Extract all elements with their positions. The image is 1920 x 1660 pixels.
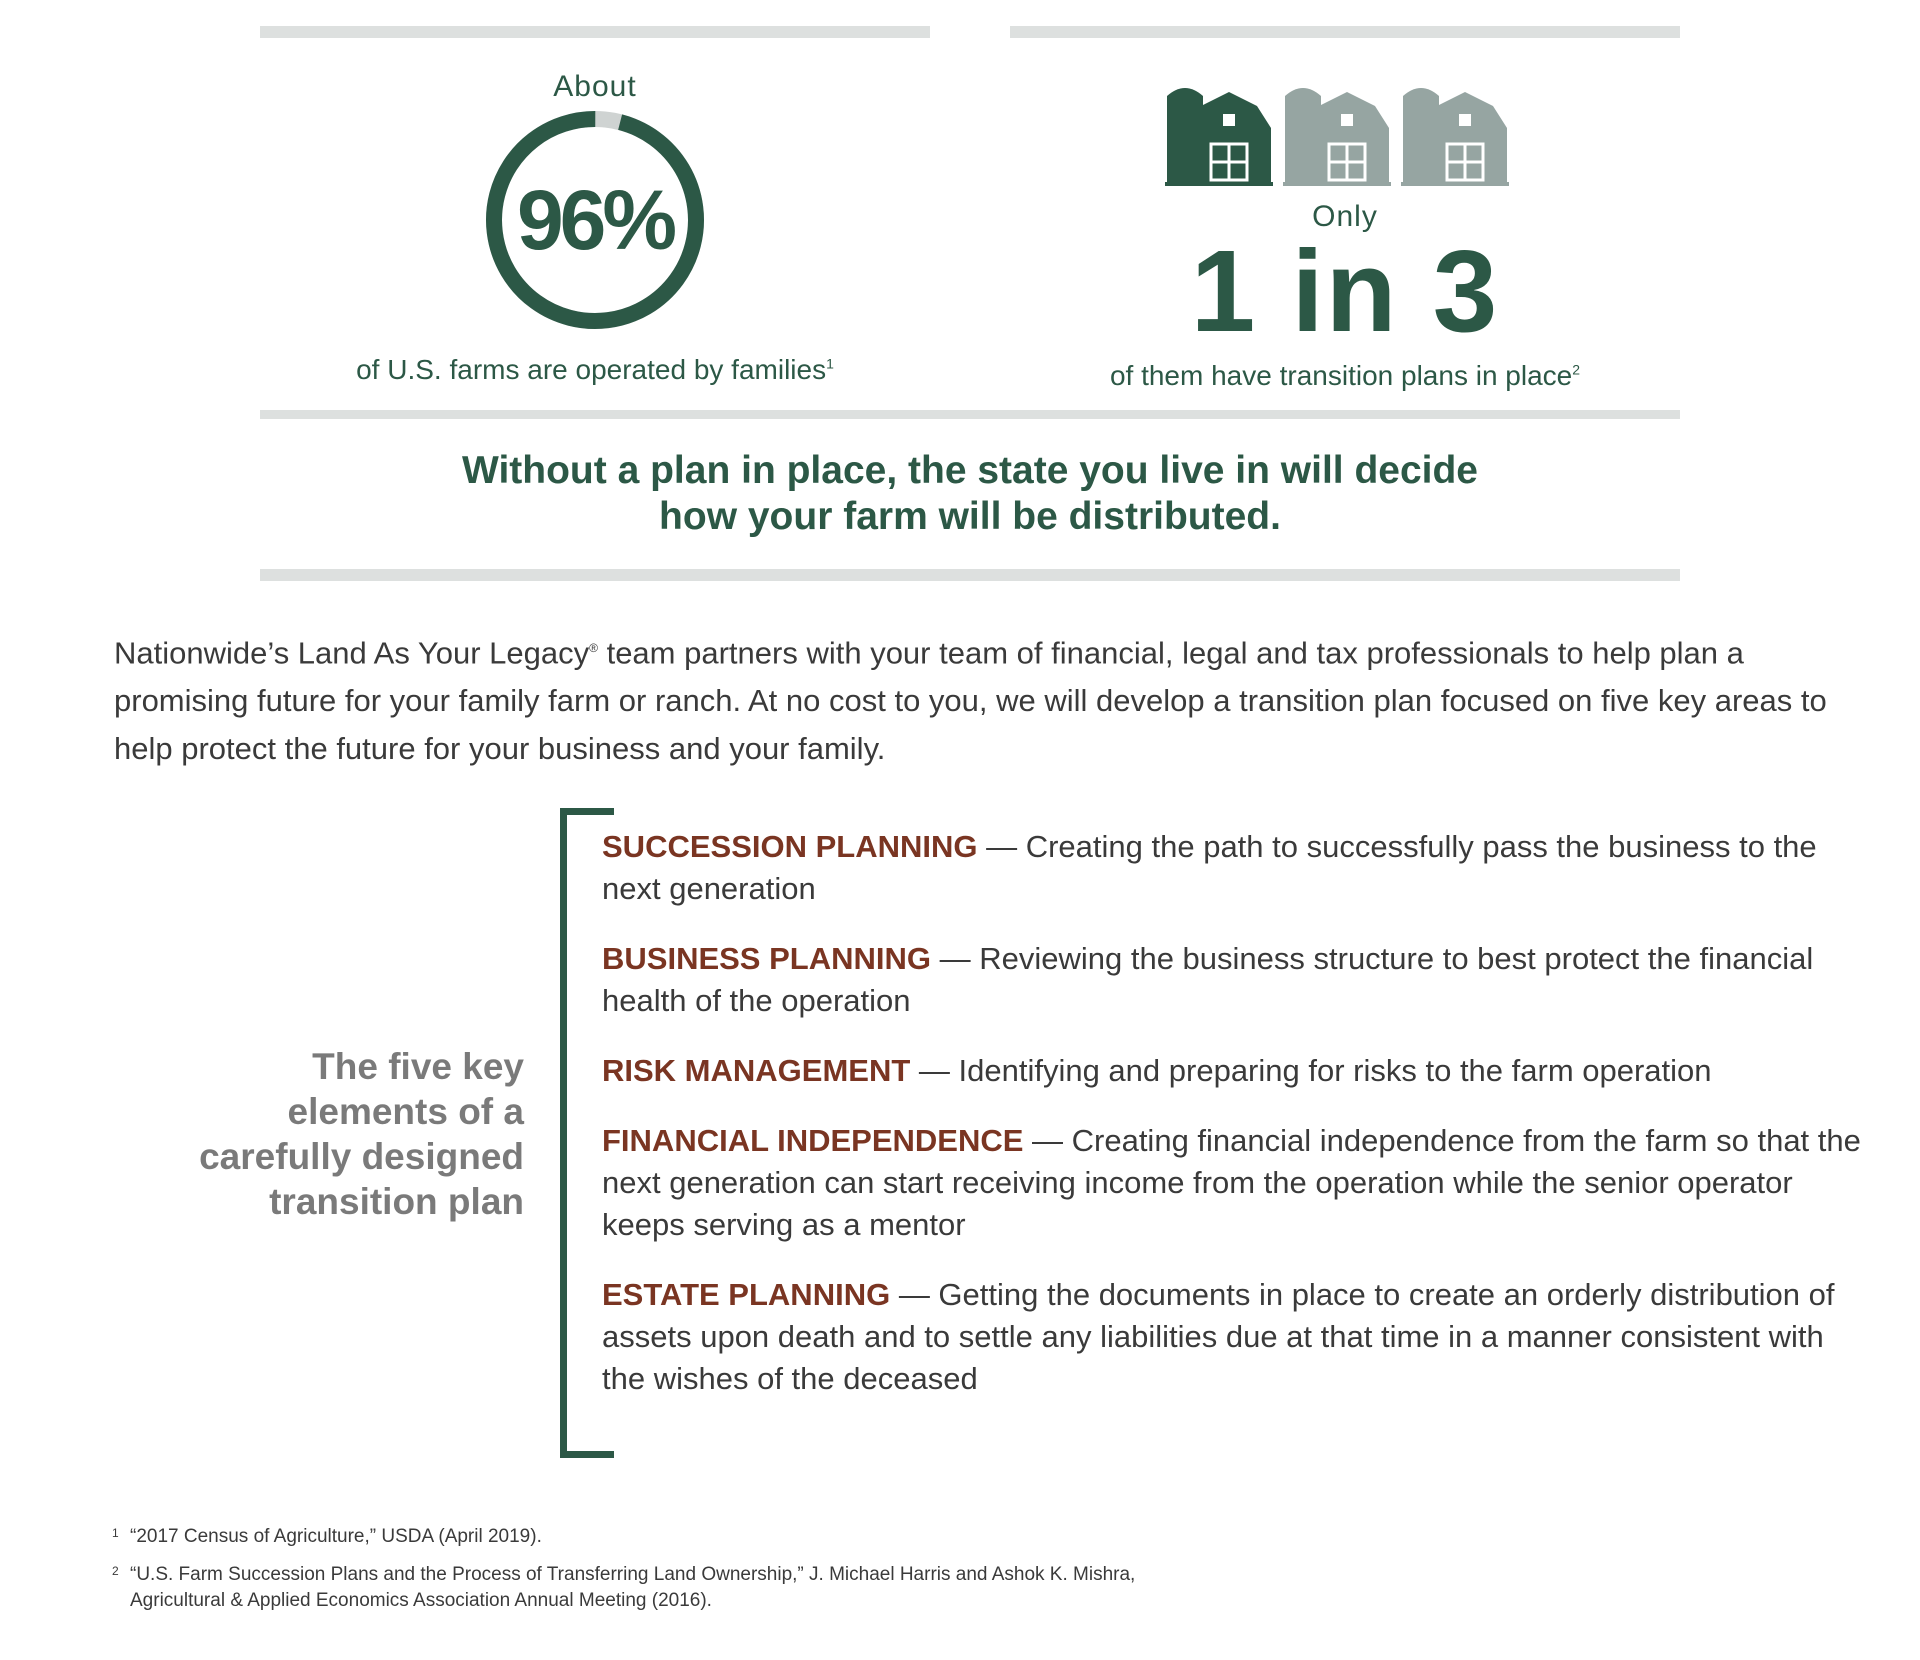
key-elements-list [602, 826, 1862, 1428]
footnote-number: 2 [112, 1564, 119, 1578]
headline-line-2: how your farm will be distributed. [659, 495, 1281, 538]
element-description: — Creating financial independence from the farm so that the next generation can start receiving income from the operation while the senior operator keeps serving as a mentor [602, 1123, 1861, 1242]
element-description: — Getting the documents in place to create an orderly distribution of assets upon death and to settle any liabilities due at that time in a manner consistent with the wishes of the deceased [602, 1277, 1835, 1396]
element-succession-planning [602, 826, 1862, 910]
element-title: SUCCESSION PLANNING [602, 829, 978, 864]
stat-families-caption-text: of U.S. farms are operated by families [356, 354, 827, 385]
stat-families-caption [260, 354, 930, 386]
stat-plans-value: 1 in 3 [1190, 226, 1500, 356]
middle-rule-bottom [260, 569, 1680, 581]
element-title: FINANCIAL INDEPENDENCE [602, 1123, 1024, 1158]
headline-line-1: Without a plan in place, the state you live in will decide [462, 449, 1478, 492]
element-risk-management [602, 1050, 1862, 1092]
footnote-ref-1: 1 [826, 355, 834, 372]
element-description: — Reviewing the business structure to best protect the financial health of the operation [602, 941, 1814, 1018]
element-title: BUSINESS PLANNING [602, 941, 931, 976]
side-title-line-2: elements of a [287, 1091, 524, 1132]
footnote-text: “U.S. Farm Succession Plans and the Process of Transferring Land Ownership,” J. Michael Harris and Ashok K. Mishra, [130, 1564, 1136, 1585]
percent-ring [483, 108, 707, 332]
headline [260, 448, 1680, 540]
side-title-line-4: transition plan [269, 1181, 524, 1222]
element-business-planning [602, 938, 1862, 1022]
footnotes [112, 1524, 1712, 1626]
intro-text: team partners with your team of financial, legal and tax professionals to help plan a promising future for your family farm or ranch. At no cost to you, we will develop a transition plan focused on five key areas to help protect the future for your business and your family. [114, 635, 1827, 767]
intro-brand: Nationwide’s Land As Your Legacy [114, 635, 590, 671]
barns-row [1165, 76, 1525, 186]
footnote-2 [112, 1562, 1712, 1614]
stat-plans [1010, 70, 1680, 392]
stat-families-prefix: About [553, 70, 637, 103]
intro-paragraph [114, 624, 1834, 773]
element-description: — Creating the path to successfully pass the business to the next generation [602, 829, 1817, 906]
top-rule-left [260, 26, 930, 38]
stat-plans-caption [1010, 360, 1680, 392]
side-title [110, 1044, 524, 1224]
element-title: ESTATE PLANNING [602, 1277, 891, 1312]
element-financial-independence [602, 1120, 1862, 1246]
top-rule-right [1010, 26, 1680, 38]
barn-icon-highlighted [1165, 88, 1273, 186]
side-title-line-1: The five key [312, 1046, 524, 1087]
stat-families-value: 96% [516, 173, 674, 267]
stat-families [260, 70, 930, 386]
footnote-text-continued: Agricultural & Applied Economics Association Annual Meeting (2016). [130, 1590, 712, 1611]
footnote-1 [112, 1524, 1712, 1550]
barn-icon [1283, 88, 1391, 186]
barns-graphic [1165, 76, 1525, 186]
element-description: — Identifying and preparing for risks to the farm operation [910, 1053, 1712, 1088]
stat-plans-prefix: Only [1312, 200, 1378, 233]
barn-icon [1401, 88, 1509, 186]
footnote-number: 1 [112, 1526, 119, 1540]
middle-rule-top [260, 410, 1680, 419]
side-title-line-3: carefully designed [199, 1136, 524, 1177]
footnote-text: “2017 Census of Agriculture,” USDA (April 2019). [130, 1526, 542, 1547]
element-title: RISK MANAGEMENT [602, 1053, 911, 1088]
stat-plans-caption-text: of them have transition plans in place [1109, 360, 1573, 391]
footnote-ref-2: 2 [1572, 361, 1581, 378]
element-estate-planning [602, 1274, 1862, 1400]
registered-mark: ® [589, 641, 598, 655]
